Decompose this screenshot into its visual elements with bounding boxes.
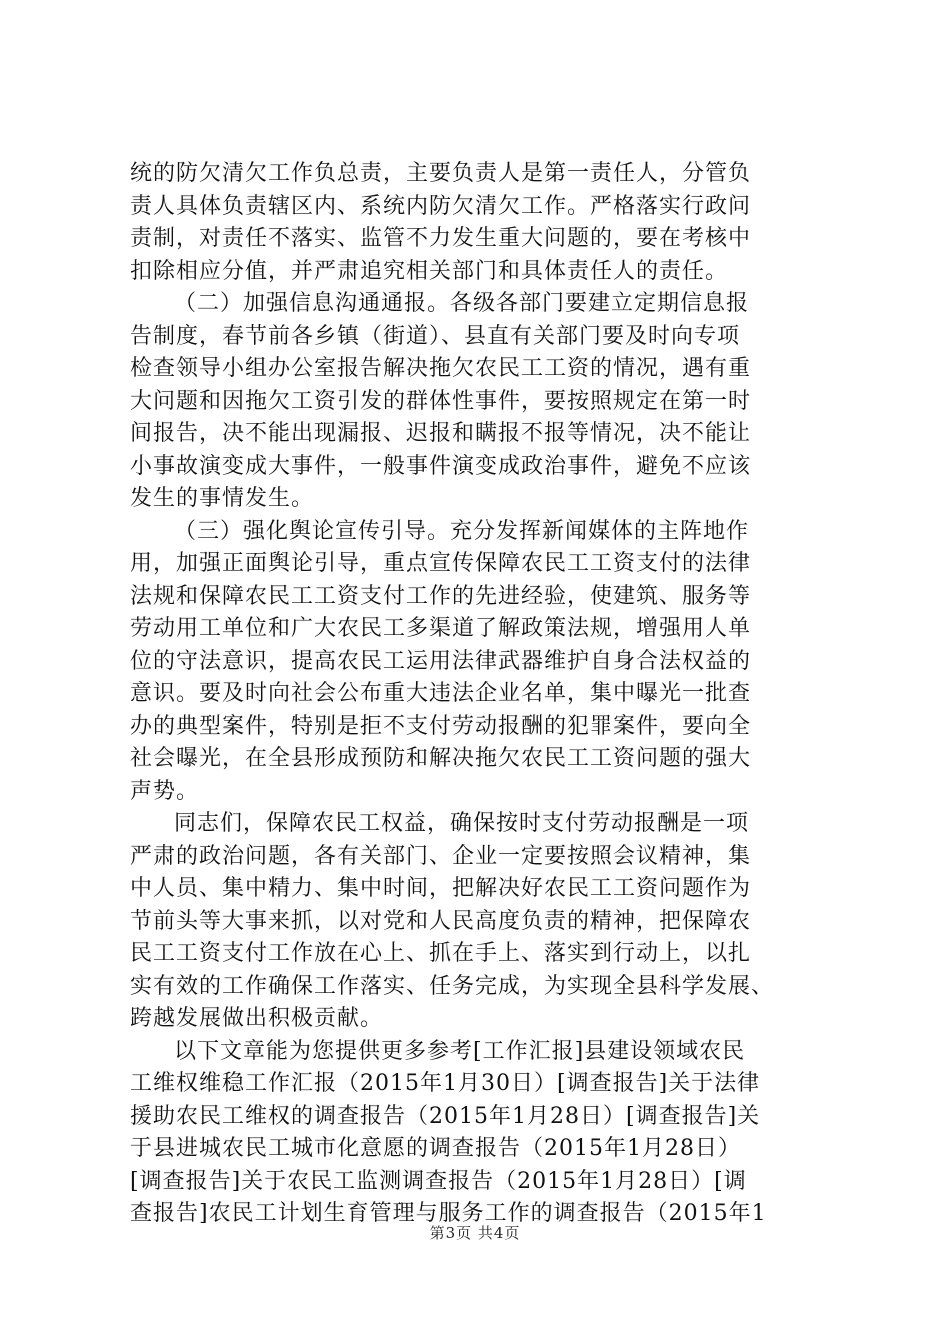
text-line: 小事故演变成大事件，一般事件演变成政治事件，避免不应该 [130,453,752,479]
text-line: 社会曝光，在全县形成预防和解决拖欠农民工工资问题的强大 [130,746,752,771]
paragraph-related-articles [130,1036,830,1231]
paragraph-responsibility-continued [130,158,830,288]
paragraph-publicity-guidance [130,516,830,809]
text-line: （二）加强信息沟通通报。各级各部门要建立定期信息报 [174,291,750,316]
text-line: 中人员、集中精力、集中时间，把解决好农民工工资问题作为 [130,876,752,901]
text-line: 援助农民工维权的调查报告（2015年1月28日）[调查报告]关 [130,1103,761,1129]
text-line: 告制度，春节前各乡镇（街道）、县直有关部门要及时向专项 [130,323,741,349]
text-line: 节前头等大事来抓，以对党和人民高度负责的精神，把保障农 [130,908,752,934]
page-footer: 第3页 共4页 [429,1224,521,1242]
text-line: 统的防欠清欠工作负总责，主要负责人是第一责任人，分管负 [130,161,752,186]
text-line: 查报告]农民工计划生育管理与服务工作的调查报告（2015年1 [130,1201,767,1226]
text-line: 法规和保障农民工工资支付工作的先进经验，使建筑、服务等 [130,583,752,609]
text-line: [调查报告]关于农民工监测调查报告（2015年1月28日）[调 [130,1168,747,1194]
text-line: 用，加强正面舆论引导，重点宣传保障农民工工资支付的法律 [130,551,752,576]
text-line: 办的典型案件，特别是拒不支付劳动报酬的犯罪案件，要向全 [130,713,752,739]
text-line: 工维权维稳工作汇报（2015年1月30日）[调查报告]关于法律 [130,1071,761,1096]
text-line: 于县进城农民工城市化意愿的调查报告（2015年1月28日） [130,1136,741,1161]
text-line: （三）强化舆论宣传引导。充分发挥新闻媒体的主阵地作 [174,518,750,544]
text-line: 同志们，保障农民工权益，确保按时支付劳动报酬是一项 [174,811,750,836]
text-line: 声势。 [130,778,200,804]
paragraph-information-reporting [130,288,830,516]
document-body [130,158,830,1231]
text-line: 劳动用工单位和广大农民工多渠道了解政策法规，增强用人单 [130,616,752,641]
text-line: 责人具体负责辖区内、系统内防欠清欠工作。严格落实行政问 [130,193,752,219]
paragraph-closing-remarks [130,808,830,1036]
text-line: 严肃的政治问题，各有关部门、企业一定要按照会议精神，集 [130,843,752,869]
text-line: 间报告，决不能出现漏报、迟报和瞒报不报等情况，决不能让 [130,421,752,446]
text-line: 跨越发展做出积极贡献。 [130,1006,384,1031]
text-line: 发生的事情发生。 [130,486,315,511]
text-line: 意识。要及时向社会公布重大违法企业名单，集中曝光一批查 [130,681,752,706]
text-line: 民工工资支付工作放在心上、抓在手上、落实到行动上，以扎 [130,941,752,966]
text-line: 大问题和因拖欠工资引发的群体性事件，要按照规定在第一时 [130,388,752,414]
text-line: 位的守法意识，提高农民工运用法律武器维护自身合法权益的 [130,648,752,674]
text-line: 检查领导小组办公室报告解决拖欠农民工工资的情况，遇有重 [130,356,752,381]
text-line: 以下文章能为您提供更多参考[工作汇报]县建设领域农民 [174,1038,746,1064]
text-line: 责制，对责任不落实、监管不力发生重大问题的，要在考核中 [130,226,752,251]
text-line: 扣除相应分值，并严肃追究相关部门和具体责任人的责任。 [130,258,729,284]
text-line: 实有效的工作确保工作落实、任务完成，为实现全县科学发展、 [130,973,775,999]
